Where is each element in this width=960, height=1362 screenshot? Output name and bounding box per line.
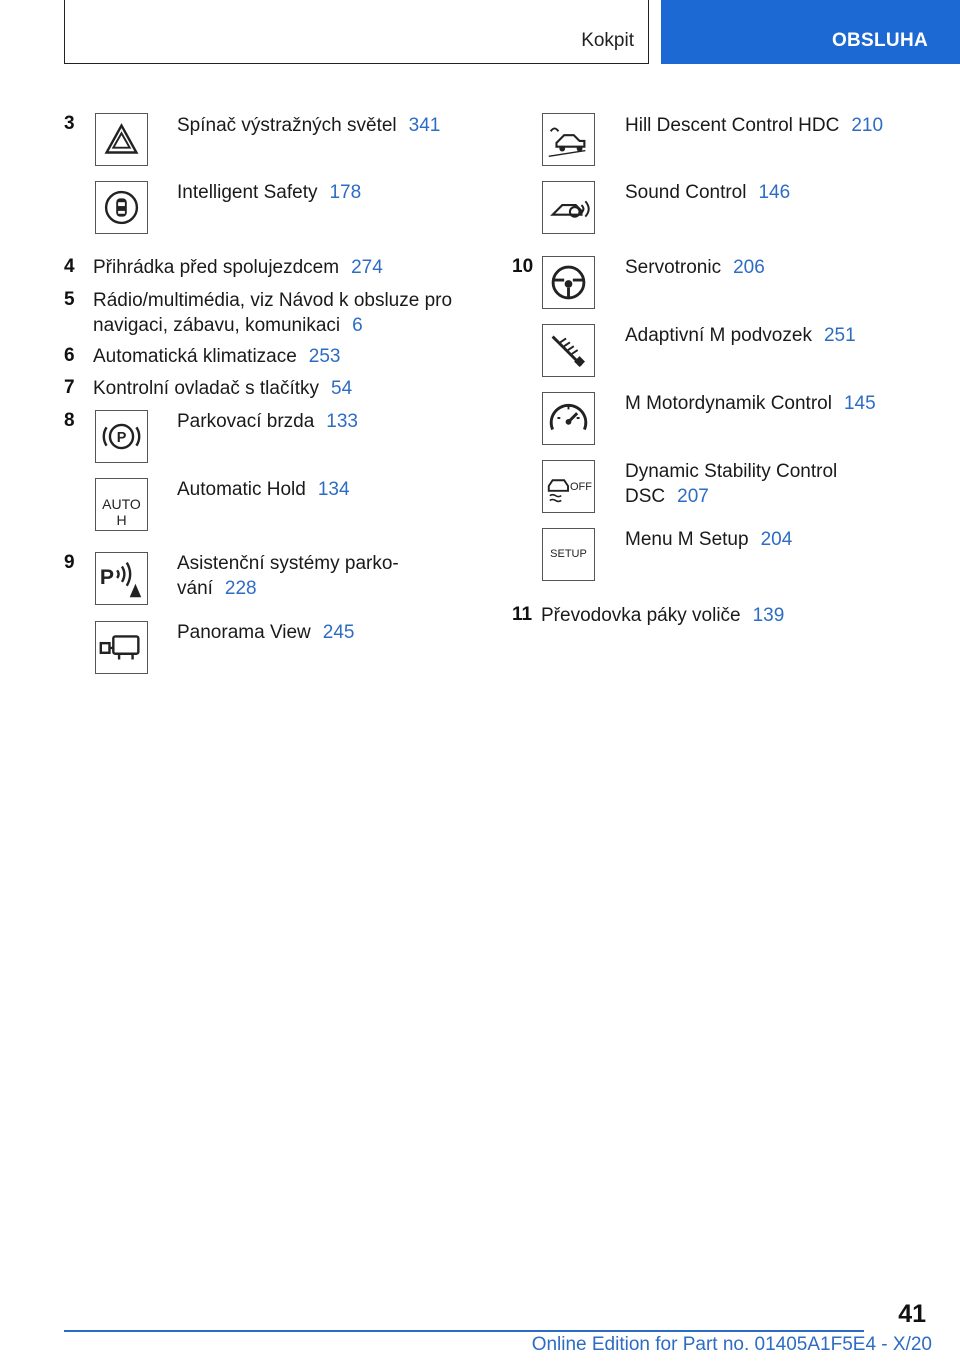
hazard-triangle-icon xyxy=(95,113,148,166)
item-number-11: 11 xyxy=(512,604,533,625)
item-label: Panorama View xyxy=(177,622,311,643)
svg-text:P: P xyxy=(116,429,127,446)
item-label: M Motordynamik Control xyxy=(625,393,832,414)
item-label: Menu M Setup xyxy=(625,529,749,550)
header-section-box xyxy=(64,0,649,64)
steering-wheel-icon xyxy=(542,256,595,309)
list-item-parking-assist xyxy=(177,551,399,601)
item-number-4: 4 xyxy=(64,256,75,277)
page-link[interactable]: 207 xyxy=(677,486,709,507)
list-item-dsc xyxy=(625,459,837,509)
item-label: Hill Descent Control HDC xyxy=(625,115,840,136)
page-link[interactable]: 341 xyxy=(408,115,441,136)
item-label-line2: vání xyxy=(177,578,213,599)
item-label-line2: navigaci, zábavu, komunikaci xyxy=(93,315,341,336)
shock-absorber-icon xyxy=(542,324,595,377)
item-label: Automatická klimatizace xyxy=(93,346,297,367)
header-chapter-tab xyxy=(661,0,960,64)
header-section-title: Kokpit xyxy=(581,30,634,51)
parking-brake-icon xyxy=(95,410,148,463)
list-item-adaptive-suspension xyxy=(625,323,856,348)
list-item-motordynamik xyxy=(625,391,876,416)
page-link[interactable]: 146 xyxy=(758,182,791,203)
item-label-line1: Asistenční systémy parko- xyxy=(177,553,399,574)
page-link[interactable]: 274 xyxy=(351,257,383,278)
item-label: Servotronic xyxy=(625,257,722,278)
item-label: Spínač výstražných světel xyxy=(177,115,397,136)
speedometer-icon xyxy=(542,392,595,445)
item-label: Automatic Hold xyxy=(177,479,306,500)
list-item-glovebox xyxy=(93,255,383,280)
list-item-m-setup xyxy=(625,527,792,552)
list-item-parking-brake xyxy=(177,409,358,434)
item-label: Intelligent Safety xyxy=(177,182,318,203)
page-link[interactable]: 251 xyxy=(823,325,856,346)
page-link[interactable]: 245 xyxy=(322,622,355,643)
item-number-10: 10 xyxy=(512,256,534,277)
item-label-line1: Rádio/multimédia, viz Návod k obsluze pro xyxy=(93,290,453,311)
header-chapter-title: OBSLUHA xyxy=(831,30,928,51)
page-link[interactable]: 6 xyxy=(352,315,363,336)
item-label: Parkovací brzda xyxy=(177,411,315,432)
item-label-line1: Dynamic Stability Control xyxy=(625,461,838,482)
footer-divider xyxy=(64,1330,864,1332)
auto-hold-icon-text: AUTO H xyxy=(102,496,141,528)
item-number-6: 6 xyxy=(64,345,75,366)
item-number-3: 3 xyxy=(64,113,75,134)
page-link[interactable]: 253 xyxy=(308,346,341,367)
page-link[interactable]: 139 xyxy=(752,605,785,626)
page-link[interactable]: 228 xyxy=(224,578,257,599)
item-number-8: 8 xyxy=(64,410,75,431)
list-item-hazard xyxy=(177,113,440,138)
page-link[interactable]: 206 xyxy=(733,257,765,278)
parking-assist-icon xyxy=(95,552,148,605)
list-item-servotronic xyxy=(625,255,765,280)
footer-edition: Online Edition for Part no. 01405A1F5E4 - X/20 xyxy=(531,1334,932,1355)
sound-control-icon xyxy=(542,181,595,234)
page-number: 41 xyxy=(898,1300,926,1328)
setup-icon xyxy=(542,528,595,581)
panorama-view-icon xyxy=(95,621,148,674)
list-item-auto-hold xyxy=(177,477,350,502)
dsc-off-icon-text: OFF xyxy=(570,481,592,493)
list-item-climate xyxy=(93,344,341,369)
page-link[interactable]: 145 xyxy=(843,393,876,414)
item-number-7: 7 xyxy=(64,377,75,398)
page-link[interactable]: 54 xyxy=(331,378,353,399)
page-link[interactable]: 178 xyxy=(329,182,362,203)
list-item-panorama-view xyxy=(177,620,354,645)
item-label: Převodovka páky voliče xyxy=(541,605,741,626)
intelligent-safety-icon xyxy=(95,181,148,234)
setup-icon-text: SETUP xyxy=(550,548,587,560)
item-label: Kontrolní ovladač s tlačítky xyxy=(93,378,319,399)
item-label-line2: DSC xyxy=(625,486,666,507)
list-item-selector-lever xyxy=(541,603,784,628)
item-label: Adaptivní M podvozek xyxy=(625,325,812,346)
list-item-radio xyxy=(93,288,452,338)
dsc-off-icon xyxy=(542,460,595,513)
svg-text:P: P xyxy=(99,565,114,589)
page-link[interactable]: 204 xyxy=(760,529,793,550)
list-item-controller xyxy=(93,376,352,401)
auto-hold-icon xyxy=(95,478,148,531)
list-item-intelligent-safety xyxy=(177,180,361,205)
item-number-5: 5 xyxy=(64,289,75,310)
hill-descent-icon xyxy=(542,113,595,166)
item-label: Sound Control xyxy=(625,182,747,203)
page-link[interactable]: 210 xyxy=(851,115,884,136)
list-item-sound-control xyxy=(625,180,790,205)
list-item-hill-descent xyxy=(625,113,883,138)
item-label: Přihrádka před spolujezdcem xyxy=(93,257,340,278)
page-link[interactable]: 134 xyxy=(317,479,350,500)
item-number-9: 9 xyxy=(64,552,75,573)
page-link[interactable]: 133 xyxy=(326,411,358,432)
